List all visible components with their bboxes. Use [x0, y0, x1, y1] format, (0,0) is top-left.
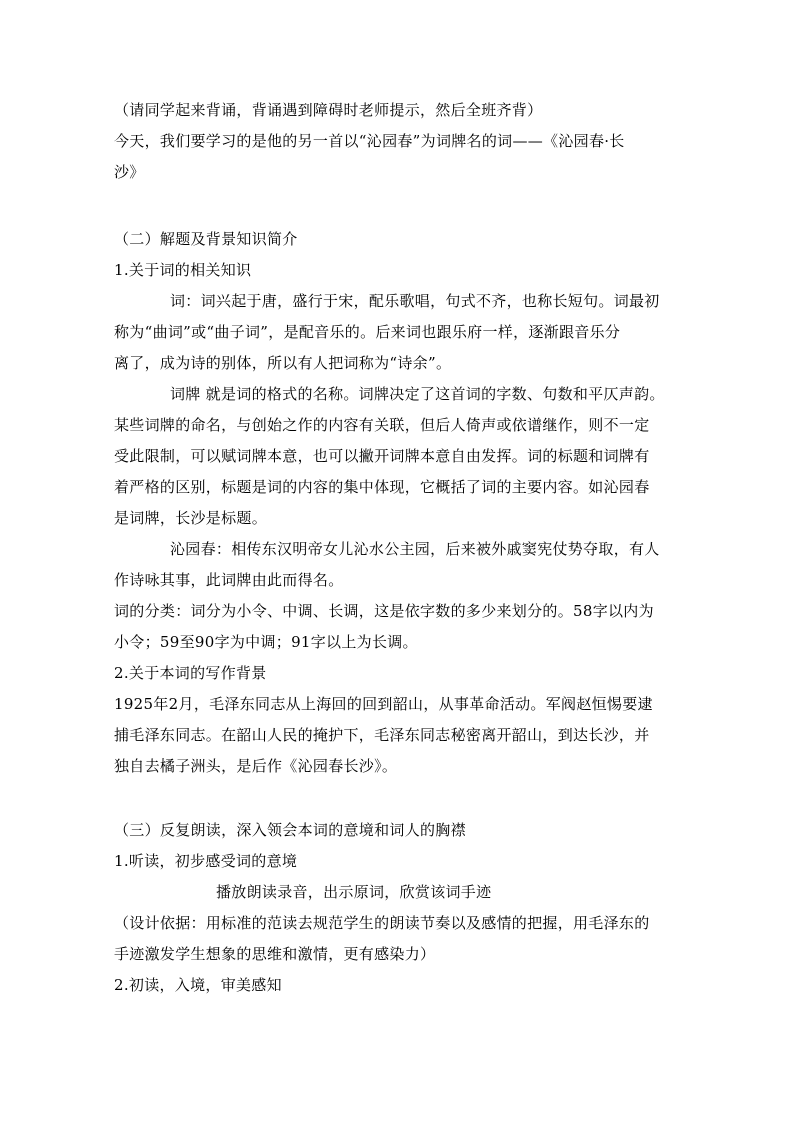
paragraph-line: 某些词牌的命名，与创始之作的内容有关联，但后人倚声或依谱继作，则不一定 [114, 416, 650, 434]
paragraph-line: 称为“曲词”或“曲子词”，是配音乐的。后来词也跟乐府一样，逐渐跟音乐分 [114, 323, 621, 341]
subsection-heading: 1.关于词的相关知识 [114, 261, 252, 279]
paragraph-line: 捕毛泽东同志。在韶山人民的掩护下，毛泽东同志秘密离开韶山，到达长沙，并 [114, 726, 650, 744]
subsection-heading: 2.初读，入境，审美感知 [114, 976, 282, 994]
paragraph-line: 手迹激发学生想象的思维和激情，更有感染力） [114, 945, 436, 963]
paragraph-line: （请同学起来背诵，背诵遇到障碍时老师提示，然后全班齐背） [114, 101, 543, 119]
paragraph-line: 词：词兴起于唐，盛行于宋，配乐歌唱，句式不齐，也称长短句。词最初 [170, 292, 660, 310]
paragraph-line: 1925年2月，毛泽东同志从上海回的回到韶山，从事革命活动。军阀赵恒惕要逮 [114, 695, 653, 713]
paragraph-line: 受此限制，可以赋词牌本意，也可以撇开词牌本意自由发挥。词的标题和词牌有 [114, 447, 650, 465]
paragraph-line: 离了，成为诗的别体，所以有人把词称为“诗余”。 [114, 354, 452, 372]
paragraph-line: 是词牌，长沙是标题。 [114, 509, 268, 527]
paragraph-line: 沁园春：相传东汉明帝女儿沁水公主园，后来被外戚窦宪仗势夺取，有人 [170, 540, 660, 558]
paragraph-line: 今天，我们要学习的是他的另一首以“沁园春”为词牌名的词——《沁园春·长 [114, 132, 625, 150]
subsection-heading: 2.关于本词的写作背景 [114, 664, 267, 682]
paragraph-line: 词牌 就是词的格式的名称。词牌决定了这首词的字数、句数和平仄声韵。 [170, 385, 665, 403]
paragraph-line: 播放朗读录音，出示原词，欣赏该词手迹 [216, 883, 492, 901]
paragraph-line: 着严格的区别，标题是词的内容的集中体现，它概括了词的主要内容。如沁园春 [114, 478, 650, 496]
paragraph-line: 小令；59至90字为中调；91字以上为长调。 [114, 633, 418, 651]
section-heading: （三）反复朗读，深入领会本词的意境和词人的胸襟 [114, 821, 466, 839]
paragraph-line: （设计依据：用标准的范读去规范学生的朗读节奏以及感情的把握，用毛泽东的 [114, 914, 650, 932]
paragraph-line: 独自去橘子洲头，是后作《沁园春长沙》。 [114, 757, 398, 775]
subsection-heading: 1.听读，初步感受词的意境 [114, 852, 298, 870]
paragraph-line: 作诗咏其事，此词牌由此而得名。 [114, 571, 344, 589]
paragraph-line: 词的分类：词分为小令、中调、长调，这是依字数的多少来划分的。58字以内为 [114, 602, 654, 620]
paragraph-line: 沙》 [114, 163, 145, 181]
section-heading: （二）解题及背景知识简介 [114, 230, 298, 248]
